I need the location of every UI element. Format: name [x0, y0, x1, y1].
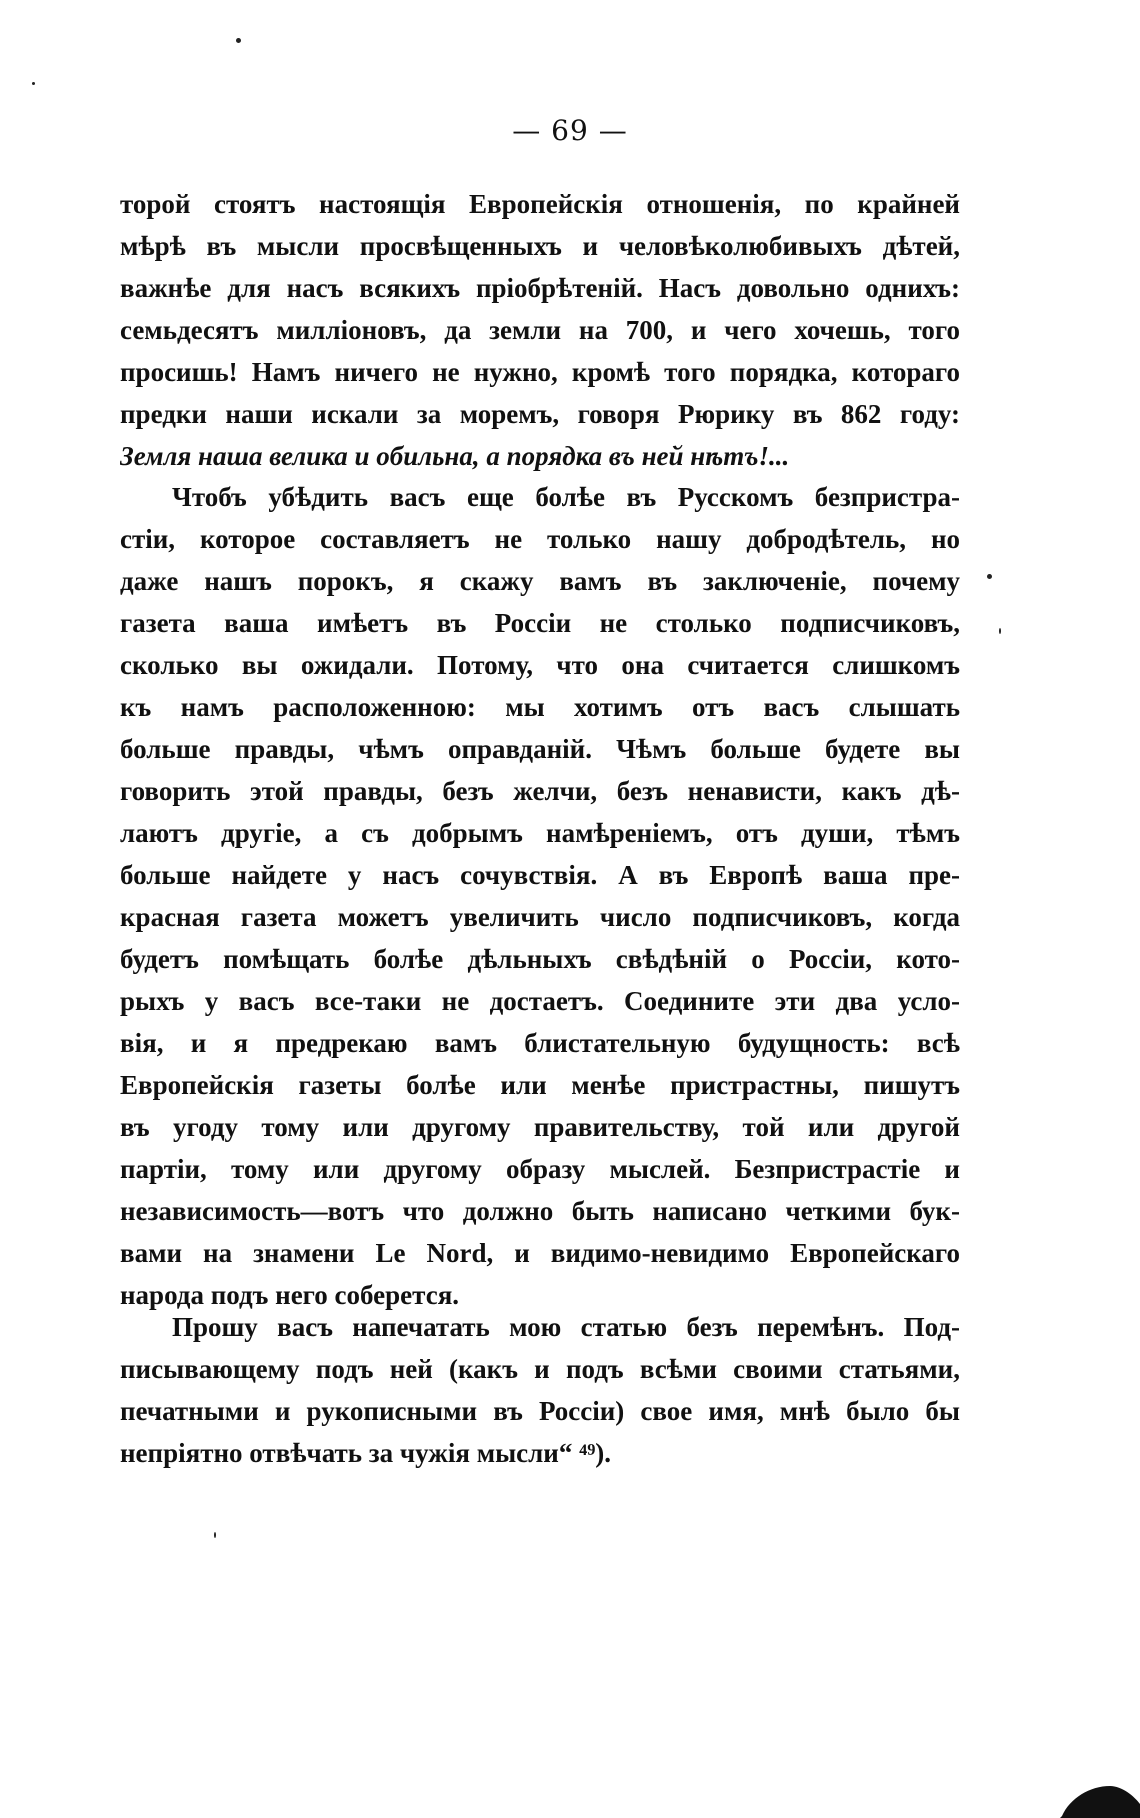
text-line: въ угоду тому или другому правительству, той или другой: [120, 1112, 960, 1142]
text-line: вія, и я предрекаю вамъ блистательную будущность: всѣ: [120, 1028, 960, 1058]
paragraph-3: [120, 1306, 960, 1474]
text-line: лаютъ другіе, а съ добрымъ намѣреніемъ, отъ души, тѣмъ: [120, 818, 960, 848]
text-line: независимость—вотъ что должно быть написано четкими бук-: [120, 1196, 960, 1226]
text-line: Прошу васъ напечатать мою статью безъ перемѣнъ. Под-: [172, 1312, 960, 1342]
text-line: Чтобъ убѣдить васъ еще болѣе въ Русскомъ безпристра-: [172, 482, 960, 512]
scan-speck: [32, 82, 35, 85]
text-line: семьдесятъ милліоновъ, да земли на 700, и чего хочешь, того: [120, 315, 960, 345]
text-line: мѣрѣ въ мысли просвѣщенныхъ и человѣколюбивыхъ дѣтей,: [120, 231, 960, 261]
text-line: газета ваша имѣетъ въ Россіи не столько подписчиковъ,: [120, 608, 960, 638]
text-line: Европейскія газеты болѣе или менѣе пристрастны, пишутъ: [120, 1070, 960, 1100]
text-line: къ намъ расположенною: мы хотимъ отъ васъ слышать: [120, 692, 960, 722]
quote-line: Земля наша велика и обильна, а порядка въ ней нѣтъ!...: [120, 441, 790, 471]
text-line: партіи, тому или другому образу мыслей. Безпристрастіе и: [120, 1154, 960, 1184]
text-line: больше правды, чѣмъ оправданій. Чѣмъ больше будете вы: [120, 734, 960, 764]
text-line: вами на знамени Le Nord, и видимо-невидимо Европейскаго: [120, 1238, 960, 1268]
text-line: предки наши искали за моремъ, говоря Рюрику въ 862 году:: [120, 399, 960, 429]
text-line: рыхъ у васъ все-таки не достаетъ. Соедините эти два усло-: [120, 986, 960, 1016]
text-line: непріятно отвѣчать за чужія мысли“ ⁴⁹).: [120, 1438, 612, 1468]
text-line: народа подъ него соберется.: [120, 1280, 460, 1310]
scan-speck: [999, 628, 1001, 634]
text-line: больше найдете у насъ сочувствія. А въ Европѣ ваша пре-: [120, 860, 960, 890]
text-line: стіи, которое составляетъ не только нашу добродѣтель, но: [120, 524, 960, 554]
text-line: торой стоятъ настоящія Европейскія отношенія, по крайней: [120, 189, 960, 219]
scan-speck: [987, 574, 992, 579]
text-line: сколько вы ожидали. Потому, что она считается слишкомъ: [120, 650, 960, 680]
scan-speck: [214, 1532, 216, 1538]
text-line: красная газета можетъ увеличить число подписчиковъ, когда: [120, 902, 960, 932]
text-line: даже нашъ порокъ, я скажу вамъ въ заключеніе, почему: [120, 566, 960, 596]
page-number: — 69 —: [512, 114, 628, 147]
text-line: будетъ помѣщать болѣе дѣльныхъ свѣдѣній о Россіи, кото-: [120, 944, 960, 974]
paragraph-2: [120, 476, 960, 1316]
text-line: важнѣе для насъ всякихъ пріобрѣтеній. Насъ довольно однихъ:: [120, 273, 960, 303]
text-line: печатными и рукописными въ Россіи) свое имя, мнѣ было бы: [120, 1396, 960, 1426]
ink-blot: [1060, 1778, 1140, 1818]
text-line: просишь! Намъ ничего не нужно, кромѣ того порядка, котораго: [120, 357, 960, 387]
scan-speck: [236, 38, 241, 43]
paragraph-1: [120, 183, 960, 477]
text-line: говорить этой правды, безъ желчи, безъ ненависти, какъ дѣ-: [120, 776, 960, 806]
text-line: писывающему подъ ней (какъ и подъ всѣми своими статьями,: [120, 1354, 960, 1384]
